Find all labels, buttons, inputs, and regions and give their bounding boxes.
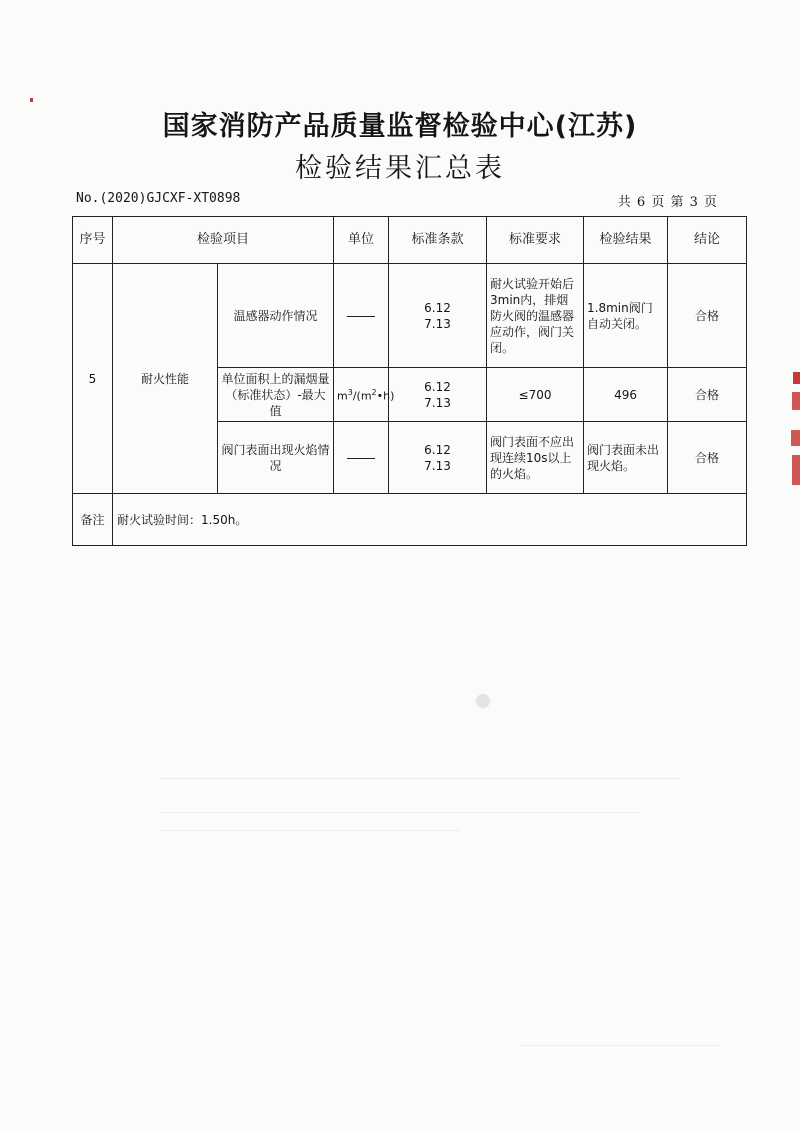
stamp-edge-mark: [792, 392, 800, 410]
note-text: 耐火试验时间：1.50h。: [113, 494, 747, 546]
bleed-through-line: [520, 1045, 720, 1046]
stamp-edge-mark: [792, 455, 800, 485]
unit-text: •h): [376, 389, 395, 403]
document-number: No.(2020)GJCXF-XT0898: [76, 191, 241, 206]
subitem-cell: 阀门表面出现火焰情况: [218, 422, 334, 494]
requirement-cell: ≤700: [487, 368, 584, 422]
subitem-cell: 温感器动作情况: [218, 264, 334, 368]
unit-superscript: 3: [347, 387, 353, 397]
clause-cell: [389, 368, 487, 422]
bleed-through-smudge: [476, 694, 490, 708]
clause-line: 7.13: [424, 458, 451, 473]
red-dot-mark: [30, 98, 33, 102]
col-header-result: 检验结果: [584, 217, 668, 264]
note-label: 备注: [73, 494, 113, 546]
stamp-edge-mark: [793, 372, 800, 384]
col-header-seq: 序号: [73, 217, 113, 264]
unit-cell: [334, 422, 389, 494]
col-header-conclusion: 结论: [668, 217, 747, 264]
result-cell: 1.8min阀门自动关闭。: [584, 264, 668, 368]
clause-cell: [389, 264, 487, 368]
document-subtitle: 检验结果汇总表: [295, 153, 505, 184]
clause-line: 6.12: [424, 379, 451, 394]
stamp-edge-mark: [791, 430, 800, 446]
conclusion-cell: 合格: [668, 264, 747, 368]
dash-placeholder: [347, 316, 375, 317]
bleed-through-line: [160, 830, 460, 831]
conclusion-cell: 合格: [668, 422, 747, 494]
unit-text: /(m: [352, 389, 372, 403]
dash-placeholder: [347, 458, 375, 459]
table-header-row: [73, 217, 747, 264]
requirement-cell: 阀门表面不应出现连续10s以上的火焰。: [487, 422, 584, 494]
page-indicator: 共 6 页 第 3 页: [617, 195, 718, 210]
bleed-through-line: [160, 778, 680, 779]
result-cell: 阀门表面未出现火焰。: [584, 422, 668, 494]
clause-line: 6.12: [424, 442, 451, 457]
table-row: [73, 264, 747, 368]
conclusion-cell: 合格: [668, 368, 747, 422]
clause-line: 7.13: [424, 316, 451, 331]
note-row: [73, 494, 747, 546]
col-header-unit: 单位: [334, 217, 389, 264]
unit-cell: [334, 368, 395, 422]
item-cell: 耐火性能: [113, 264, 218, 494]
seq-cell: 5: [73, 264, 113, 494]
clause-cell: [389, 422, 487, 494]
unit-superscript: 2: [371, 387, 377, 397]
result-cell: 496: [584, 368, 668, 422]
document-title: 国家消防产品质量监督检验中心(江苏): [162, 111, 638, 142]
unit-text: m: [337, 389, 348, 403]
clause-line: 6.12: [424, 300, 451, 315]
clause-line: 7.13: [424, 395, 451, 410]
bleed-through-line: [160, 812, 640, 813]
col-header-clause: 标准条款: [389, 217, 487, 264]
unit-cell: [334, 264, 389, 368]
subitem-cell: 单位面积上的漏烟量（标准状态）-最大值: [218, 368, 334, 422]
results-table: [72, 216, 747, 546]
col-header-item: 检验项目: [113, 217, 334, 264]
col-header-requirement: 标准要求: [487, 217, 584, 264]
requirement-cell: 耐火试验开始后3min内，排烟防火阀的温感器应动作，阀门关闭。: [487, 264, 584, 368]
